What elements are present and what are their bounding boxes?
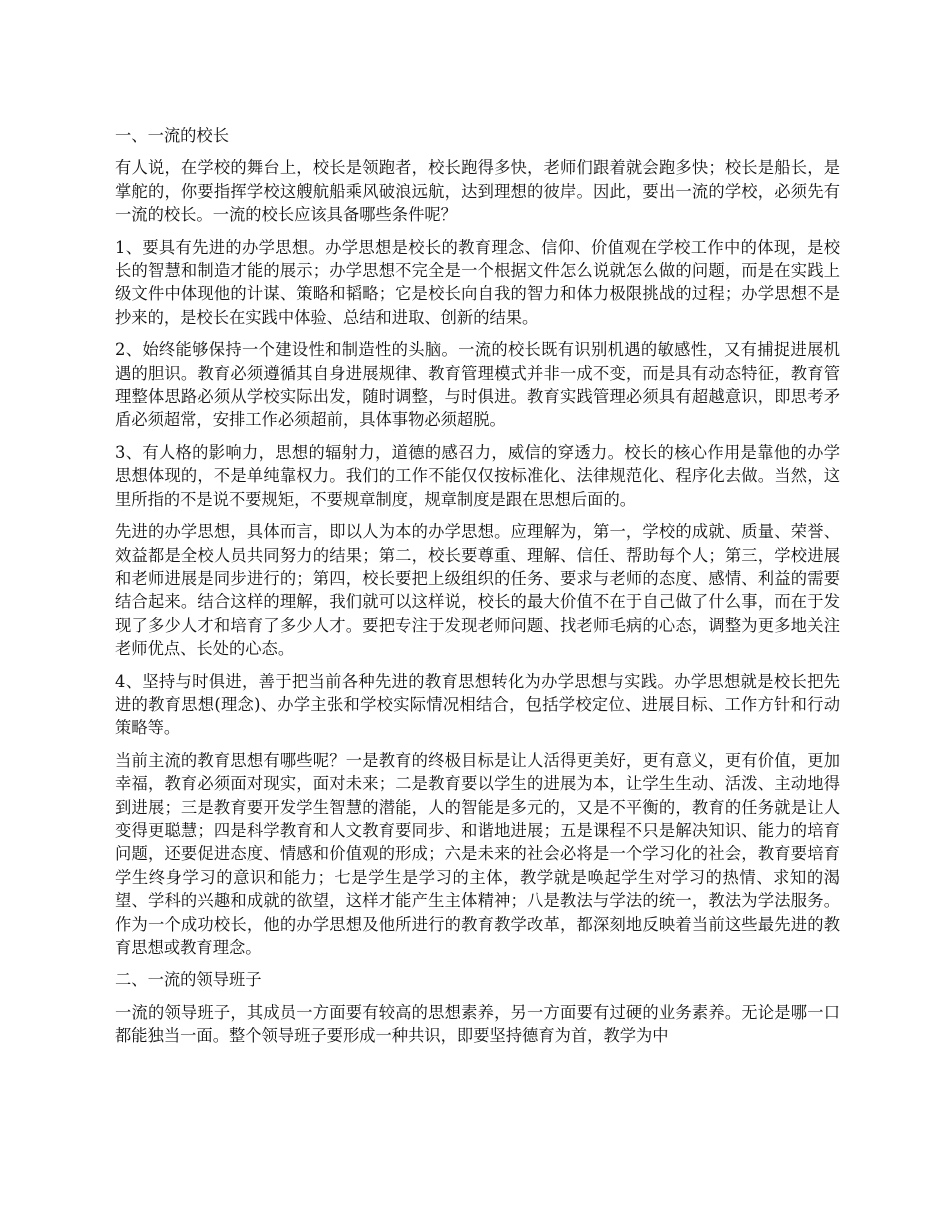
section-heading-1: 一、一流的校长: [115, 126, 229, 145]
paragraph-leadership-team: 一流的领导班子，其成员一方面要有较高的思想素养，另一方面要有过硬的业务素养。无论是哪一口都能独当一面。整个领导班子要形成一种共识，即要坚持德育为首，教学为中: [115, 1002, 840, 1046]
paragraph-people-oriented: 先进的办学思想，具体而言，即以人为本的办学思想。应理解为，第一，学校的成就、质量、荣誉、效益都是全校人员共同努力的结果；第二，校长要尊重、理解、信任、帮助每个人；第三，学校进展和老师进展是同步进行的；第四，校长要把上级组织的任务、要求与老师的态度、感情、利益的需要结合起来。结合这样的理解，我们就可以这样说，校长的最大价值不在于自己做了什么事，而在于发现了多少人才和培育了多少人才。要把专注于发现老师问题、找老师毛病的心态，调整为更多地关注老师优点、长处的心态。: [115, 522, 840, 659]
paragraph-point-4: 4、坚持与时俱进，善于把当前各种先进的教育思想转化为办学思想与实践。办学思想就是校长把先进的教育思想(理念)、办学主张和学校实际情况相结合，包括学校定位、进展目标、工作方针和行动策略等。: [115, 671, 840, 738]
paragraph-intro: 有人说，在学校的舞台上，校长是领跑者，校长跑得多快，老师们跟着就会跑多快；校长是船长，是掌舵的，你要指挥学校这艘航船乘风破浪远航，达到理想的彼岸。因此，要出一流的学校，必须先有一流的校长。一流的校长应该具备哪些条件呢？: [115, 158, 840, 225]
document-page: [115, 124, 840, 1057]
paragraph-point-2: 2、始终能够保持一个建设性和制造性的头脑。一流的校长既有识别机遇的敏感性，又有捕捉进展机遇的胆识。教育必须遵循其自身进展规律、教育管理模式并非一成不变，而是具有动态特征，教育管理整体思路必须从学校实际出发，随时调整，与时俱进。教育实践管理必须具有超越意识，即思考矛盾必须超常，安排工作必须超前，具体事物必须超脱。: [115, 340, 840, 430]
paragraph-point-3: 3、有人格的影响力，思想的辐射力，道德的感召力，威信的穿透力。校长的核心作用是靠他的办学思想体现的，不是单纯靠权力。我们的工作不能仅仅按标准化、法律规范化、程序化去做。当然，这里所指的不是说不要规矩，不要规章制度，规章制度是跟在思想后面的。: [115, 442, 840, 509]
section-heading-2: 二、一流的领导班子: [115, 970, 262, 990]
paragraph-mainstream-ideas: 当前主流的教育思想有哪些呢？一是教育的终极目标是让人活得更美好，更有意义，更有价值，更加幸福，教育必须面对现实，面对未来；二是教育要以学生的进展为本，让学生生动、活泼、主动地得到进展；三是教育要开发学生智慧的潜能，人的智能是多元的，又是不平衡的，教育的任务就是让人变得更聪慧；四是科学教育和人文教育要同步、和谐地进展；五是课程不只是解决知识、能力的培育问题，还要促进态度、情感和价值观的形成；六是未来的社会必将是一个学习化的社会，教育要培育学生终身学习的意识和能力；七是学生是学习的主体，教学就是唤起学生对学习的热情、求知的渴望、学科的兴趣和成就的欲望，这样才能产生主体精神；八是教法与学法的统一，教法为学法服务。作为一个成功校长，他的办学思想及他所进行的教育教学改革，都深刻地反映着当前这些最先进的教育思想或教育理念。: [115, 750, 840, 957]
paragraph-point-1: 1、要具有先进的办学思想。办学思想是校长的教育理念、信仰、价值观在学校工作中的体现，是校长的智慧和制造才能的展示；办学思想不完全是一个根据文件怎么说就怎么做的问题，而是在实践上级文件中体现他的计谋、策略和韬略；它是校长向自我的智力和体力极限挑战的过程；办学思想不是抄来的，是校长在实践中体验、总结和进取、创新的结果。: [115, 237, 840, 327]
